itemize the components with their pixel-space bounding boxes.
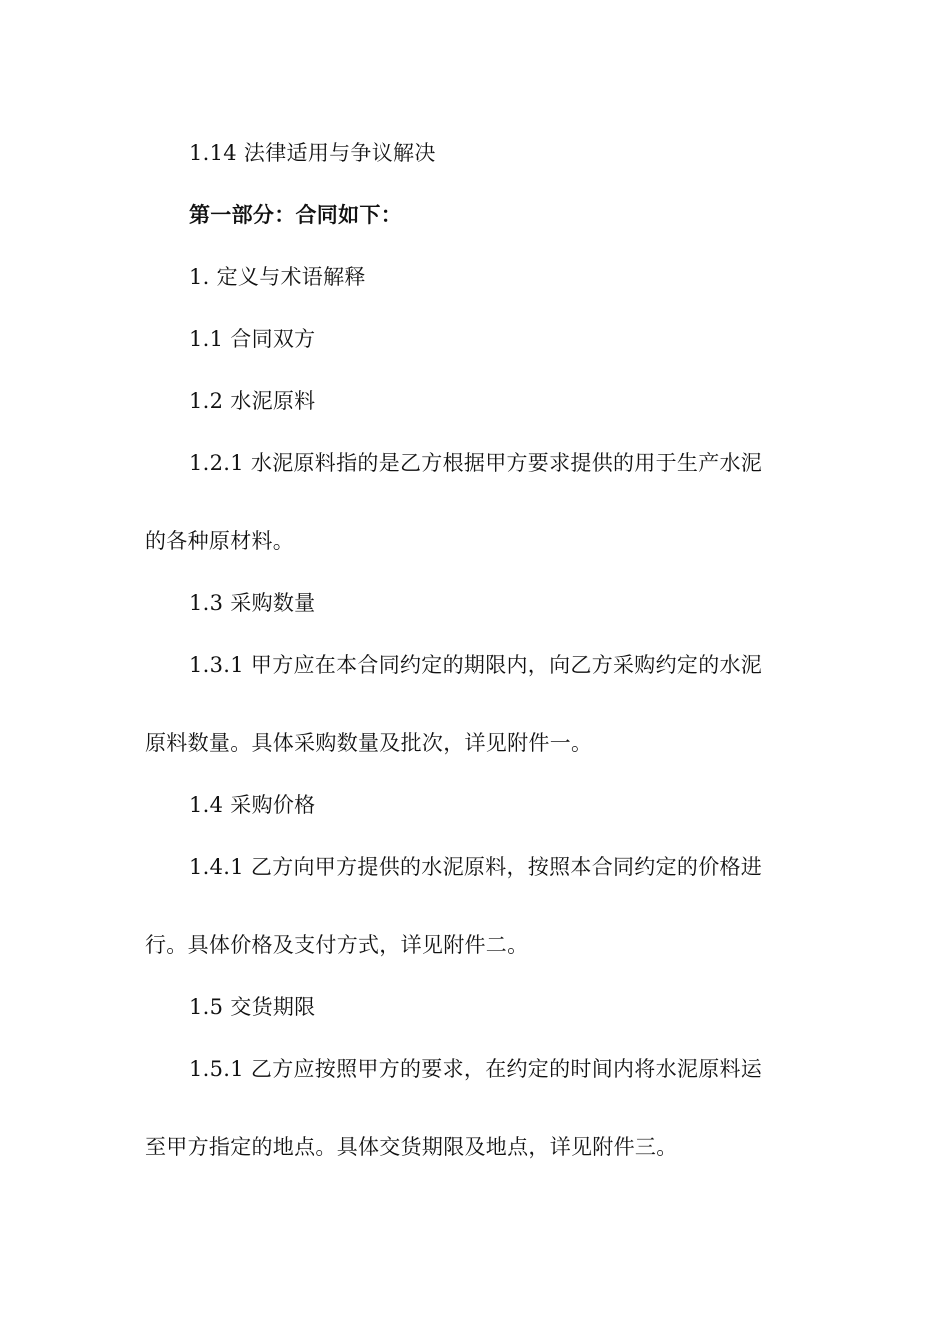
clause-1-4-1-text (145, 848, 807, 965)
clause-1-5-1-text (145, 1050, 807, 1167)
part-one-heading: 第一部分：合同如下： (189, 203, 402, 227)
clause-1-4-1-line2: 行。具体价格及支付方式，详见附件二。 (145, 933, 529, 957)
clause-1-4-heading: 1.4 采购价格 (189, 793, 316, 817)
clause-1-2-heading: 1.2 水泥原料 (189, 389, 316, 413)
clause-1-heading: 1. 定义与术语解释 (189, 265, 366, 289)
clause-1-2-1-text (145, 444, 807, 561)
clause-1-3-1-line1: 1.3.1 甲方应在本合同约定的期限内，向乙方采购约定的水泥 (189, 653, 763, 677)
clause-1-5-heading: 1.5 交货期限 (189, 995, 316, 1019)
clause-1-3-heading: 1.3 采购数量 (189, 591, 316, 615)
clause-1-3-1-line2: 原料数量。具体采购数量及批次，详见附件一。 (145, 731, 593, 755)
document-body (145, 134, 807, 1190)
clause-1-5-1-line1: 1.5.1 乙方应按照甲方的要求，在约定的时间内将水泥原料运 (189, 1057, 763, 1081)
clause-1-14-heading: 1.14 法律适用与争议解决 (189, 141, 436, 165)
clause-1-2-1-line2: 的各种原材料。 (145, 529, 295, 553)
clause-1-1-heading: 1.1 合同双方 (189, 327, 316, 351)
clause-1-3-1-text (145, 646, 807, 763)
clause-1-4-1-line1: 1.4.1 乙方向甲方提供的水泥原料，按照本合同约定的价格进 (189, 855, 763, 879)
clause-1-2-1-line1: 1.2.1 水泥原料指的是乙方根据甲方要求提供的用于生产水泥 (189, 451, 763, 475)
clause-1-5-1-line2: 至甲方指定的地点。具体交货期限及地点，详见附件三。 (145, 1135, 678, 1159)
